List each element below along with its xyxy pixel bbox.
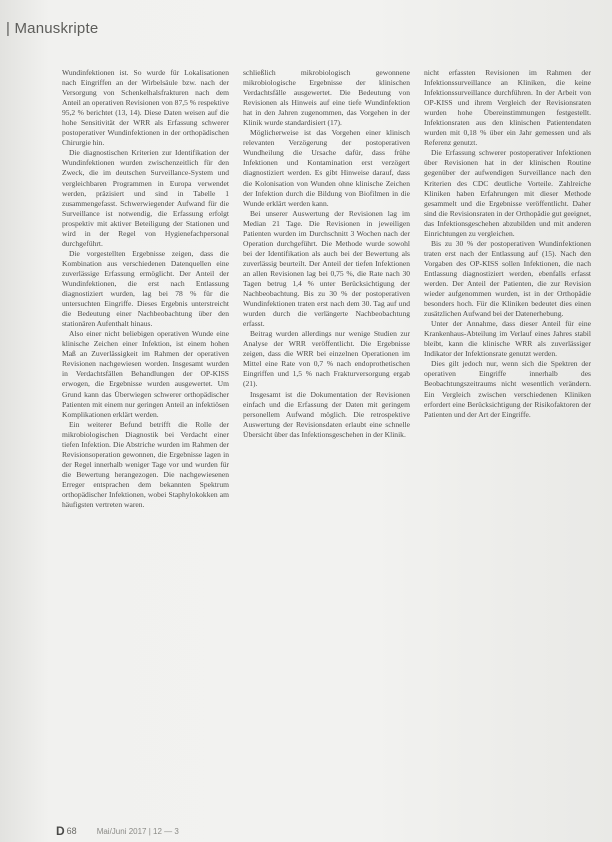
paragraph: Bis zu 30 % der postoperativen Wundinfektionen traten erst nach der Entlassung auf (15). Nach den Vorgaben des OP-KISS sollen Infektionen, die nach Entlassung diagnostiziert werden, ebenfalls erfasst werden. Der Anteil der Patienten, die zur Revision wieder aufgenommen wurden, ist in der Orthopädie besonders hoch. Für die Kliniken bedeutet dies einen zusätzlichen Aufwand bei der Datenerhebung. xyxy=(424,238,591,319)
paragraph: Die diagnostischen Kriterien zur Identifikation der Wundinfektionen wurden zwischenzeitlich für den Zweck, die im deutschen Surveillance-System und vergleichbaren Programmen in Europa verwendet werden, präzisiert und sind in Tabelle 1 zusammengefasst. Schwerwiegender Aufwand für die Surveillance ist notwendig, die Erfassung erfolgt prospektiv mit aktiver Beteiligung der Stationen und wird in der Regel von Hygienefachpersonal durchgeführt. xyxy=(62,148,229,248)
page-footer xyxy=(56,824,179,838)
column-1 xyxy=(62,68,229,814)
paragraph: Dies gilt jedoch nur, wenn sich die Spektren der operativen Eingriffe innerhalb des Beobachtungszeitraums nicht wesentlich verändern. Ein Vergleich zwischen verschiedenen Kliniken erfordert eine Berücksichtigung der Risikofaktoren der Patienten und der Art der Eingriffe. xyxy=(424,359,591,419)
text-columns xyxy=(62,68,592,814)
page-letter: D xyxy=(56,824,65,838)
column-3 xyxy=(424,68,591,814)
paragraph: schließlich mikrobiologisch gewonnene mikrobiologische Ergebnisse der klinischen Verdachtsfälle ausgewertet. Die Bedeutung von Revisionen als Hinweis auf eine tiefe Wundinfektion hat in den Jahren zugenommen, das Vorgehen in der Klinik wurde standardisiert (17). xyxy=(243,68,410,128)
paragraph: Beitrag wurden allerdings nur wenige Studien zur Analyse der WRR veröffentlicht. Die Ergebnisse zeigen, dass die WRR bei einzelnen Operationen im Mittel eine Rate von 0,7 % nach endoprothetischen Eingriffen und 1,5 % nach Frakturversorgung ergab (21). xyxy=(243,329,410,389)
paragraph: Wundinfektionen ist. So wurde für Lokalisationen nach Eingriffen an der Wirbelsäule bzw. nach der Versorgung von Schenkelhalsfrakturen nach dem Anteil an operativen Revisionen von 87,5 % respektive 95,2 % berichtet (13, 14). Diese Daten weisen auf die hohe Sensitivität der WRR als Erfassung schwerer postoperativer Wundinfektionen in der orthopädischen Chirurgie hin. xyxy=(62,68,229,148)
paragraph: Möglicherweise ist das Vorgehen einer klinisch relevanten Verzögerung der postoperativen Wundheilung die Ursache dafür, dass frühe Infektionen und Kontamination erst verzögert diagnostiziert werden. Es gibt Hinweise darauf, dass die Kolonisation von Wunden ohne klinische Zeichen der Infektion durch die Bildung von Biofilmen in die Wunde erklärt werden kann. xyxy=(243,128,410,208)
paragraph: Unter der Annahme, dass dieser Anteil für eine Krankenhaus-Abteilung im Verlauf eines Jahres stabil bleibt, kann die klinische WRR als zuverlässiger Indikator der Infektionsrate genutzt werden. xyxy=(424,319,591,359)
paragraph: Bei unserer Auswertung der Revisionen lag im Median 21 Tage. Die Revisionen in jeweiligen Patienten wurden im Durchschnitt 3 Wochen nach der Operation durchgeführt. Die Methode wurde sowohl bei der Identifikation als auch bei der Bewertung als zuverlässig beurteilt. Der Anteil der tiefen Infektionen an allen Revisionen lag bei 0,75 %, die Rate nach 30 Tagen betrug 1,4 % unter Berücksichtigung der Nachbeobachtung. Bis zu 30 % der postoperativen Wundinfektionen traten erst nach dem 30. Tag auf und wurden durch die verlängerte Nachbeobachtung erfasst. xyxy=(243,208,410,329)
section-header: | Manuskripte xyxy=(6,20,99,37)
issue-label: Mai/Juni 2017 | 12 — 3 xyxy=(96,826,179,836)
paragraph: Also einer nicht beliebigen operativen Wunde eine klinische Zeichen einer Infektion, ist einem hohen Maß an Zuverlässigkeit im Rahmen der operativen Revisionen nachgewiesen worden. Insgesamt wurden in Verdachtsfällen Behandlungen der OP-KISS erwogen, die Ergebnisse wurden ausgewertet. Um Grund kann das Überwiegen schwerer orthopädischer Patienten mit einem nur geringen Anteil an infektiösen Komplikationen erklärt werden. xyxy=(62,329,229,419)
page-number: 68 xyxy=(66,826,77,836)
paragraph: Insgesamt ist die Dokumentation der Revisionen einfach und die Erfassung der Daten mit geringem personellem Aufwand möglich. Die retrospektive Auswertung der Revisionsdaten erlaubt eine schnelle Übersicht über das Infektionsgeschehen in der Klinik. xyxy=(243,389,410,439)
column-2 xyxy=(243,68,410,814)
paragraph: Die Erfassung schwerer postoperativer Infektionen über Revisionen hat in der klinischen Routine gegenüber der aufwendigen Surveillance nach den Kriterien des CDC deutliche Vorteile. Zahlreiche Kliniken haben Erfahrungen mit dieser Methode gesammelt und die Ergebnisse veröffentlicht. Daher sind die Revisionsraten in der Orthopädie gut geeignet, das Infektionsgeschehen abzubilden und mit anderen Einrichtungen zu vergleichen. xyxy=(424,148,591,238)
paragraph: nicht erfassten Revisionen im Rahmen der Infektionssurveillance an Kliniken, die keine Infektionssurveillance durchführen. In der Arbeit von OP-KISS und ihrem Vergleich der Revisionsraten wurden hohe Übereinstimmungen festgestellt. Infektionsraten aus den klinischen Patientendaten wurden mit 0,18 % über ein Jahr gemessen und als Referenz genutzt. xyxy=(424,68,591,148)
paragraph: Die vorgestellten Ergebnisse zeigen, dass die Kombination aus verschiedenen Datenquellen eine zuverlässige Erfassung ermöglicht. Der Anteil der Wundinfektionen, die erst nach Entlassung diagnostiziert wurden, lag bei 78 % für die untersuchten Eingriffe. Dieses Ergebnis unterstreicht die Bedeutung einer Nachbeobachtung über den stationären Aufenthalt hinaus. xyxy=(62,248,229,329)
paragraph: Ein weiterer Befund betrifft die Rolle der mikrobiologischen Diagnostik bei Verdacht einer tiefen Infektion. Die Abstriche wurden im Rahmen der Revisionsoperation gewonnen, die Ergebnisse lagen in der Regel innerhalb weniger Tage vor und wurden für die Bewertung herangezogen. Die nachgewiesenen Erreger entsprachen dem bekannten Spektrum orthopädischer Infektionen, wobei Staphylokokken am häufigsten vertreten waren. xyxy=(62,419,229,510)
